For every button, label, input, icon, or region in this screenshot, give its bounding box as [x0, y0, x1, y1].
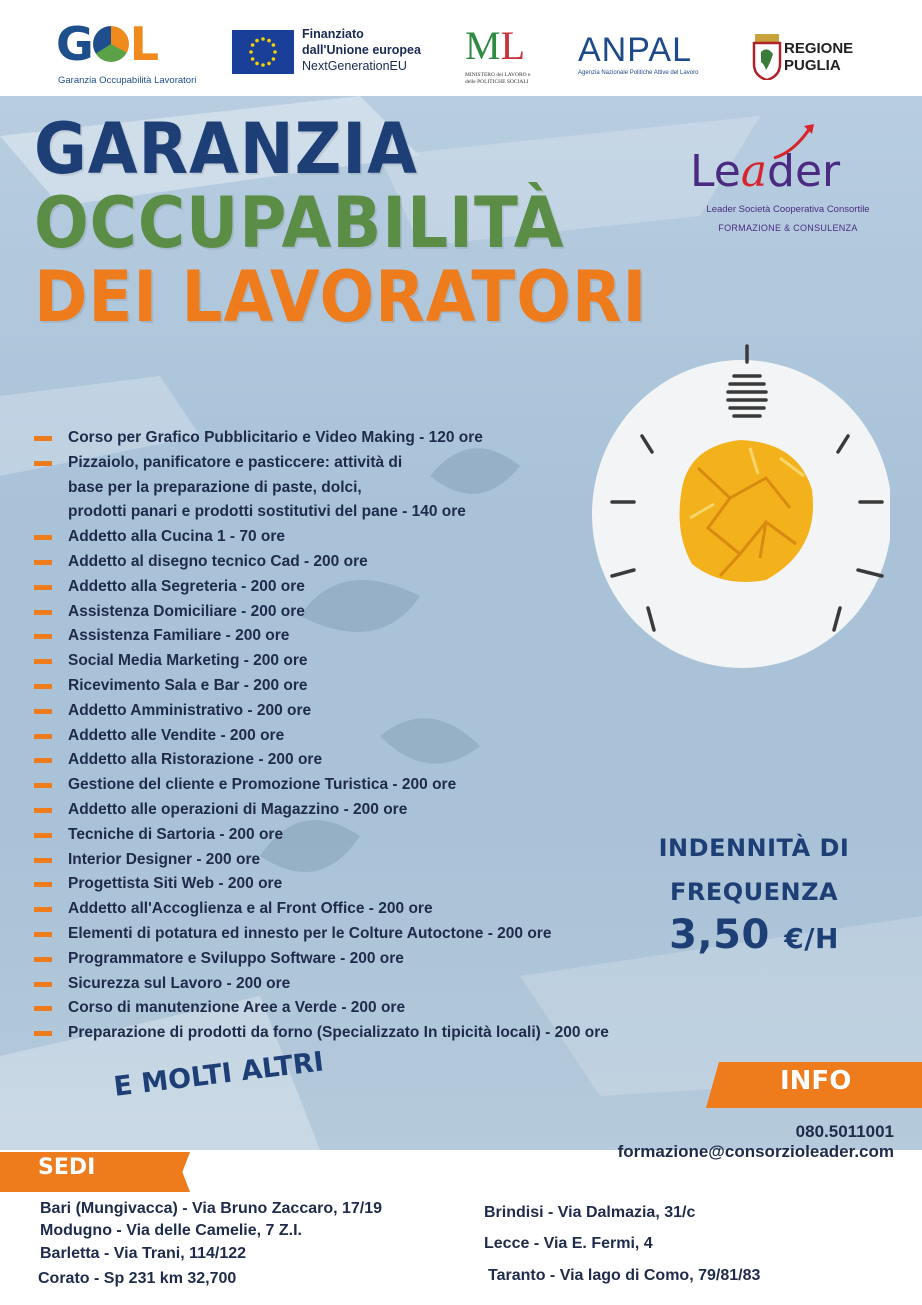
bullet-dash-icon: [34, 858, 52, 863]
course-text: Assistenza Familiare - 200 ore: [68, 627, 290, 645]
bullet-dash-icon: [34, 783, 52, 788]
course-item: [34, 922, 609, 947]
course-text: Addetto alla Ristorazione - 200 ore: [68, 751, 323, 769]
course-item: [34, 600, 609, 625]
course-text: Sicurezza sul Lavoro - 200 ore: [68, 974, 291, 992]
region-line-2: PUGLIA: [784, 57, 841, 74]
bullet-dash-icon: [34, 436, 52, 441]
leader-logo: [690, 128, 900, 238]
course-item: [34, 872, 609, 897]
location-bari: Bari (Mungivacca) - Via Bruno Zaccaro, 17/19: [40, 1200, 383, 1217]
course-item: [34, 724, 609, 749]
bullet-dash-icon: [34, 535, 52, 540]
course-text: Tecniche di Sartoria - 200 ore: [68, 825, 284, 843]
course-item: [34, 699, 609, 724]
headline-line-2: OCCUPABILITÀ: [34, 182, 565, 264]
bullet-dash-icon: [34, 610, 52, 615]
bullet-dash-icon: [34, 1006, 52, 1011]
course-item: [34, 748, 609, 773]
region-line-1: REGIONE: [784, 40, 854, 57]
allowance-amount: [614, 914, 894, 960]
info-label: INFO: [780, 1066, 852, 1096]
bullet-dash-icon: [34, 709, 52, 714]
course-item: [34, 649, 609, 674]
course-item: [34, 798, 609, 823]
anpal-wordmark: ANPAL: [578, 31, 692, 69]
bullet-dash-icon: [34, 1031, 52, 1036]
bullet-dash-icon: [34, 808, 52, 813]
course-text: Progettista Siti Web - 200 ore: [68, 875, 283, 893]
regione-puglia-text: [784, 40, 853, 74]
allowance-line-2: FREQUENZA: [669, 878, 839, 906]
locations-label: SEDI: [38, 1155, 96, 1180]
course-item: [34, 823, 609, 848]
course-text: Elementi di potatura ed innesto per le Colture Autoctone - 200 ore: [68, 924, 552, 942]
course-text: Corso di manutenzione Aree a Verde - 200 ore: [68, 999, 406, 1017]
phone-number[interactable]: 080.5011001: [795, 1122, 894, 1141]
course-text: Addetto Amministrativo - 200 ore: [68, 701, 312, 719]
course-text: Assistenza Domiciliare - 200 ore: [68, 602, 305, 620]
headline-line-1: GARANZIA: [34, 108, 418, 190]
headline: [34, 108, 701, 338]
eu-line-2: dall'Unione europea: [302, 43, 421, 57]
leader-tagline: FORMAZIONE & CONSULENZA: [718, 223, 858, 233]
leader-wordmark: Leader: [690, 146, 841, 197]
bullet-dash-icon: [34, 684, 52, 689]
eu-line-1: Finanziato: [302, 27, 364, 41]
course-text: Programmatore e Sviluppo Software - 200 ore: [68, 949, 404, 967]
bullet-dash-icon: [34, 634, 52, 639]
course-text: Pizzaiolo, panificatore e pasticcere: attività di base per la preparazione di paste, dolci, prodotti panari e prodotti sostitutivi del pane - 140 ore: [68, 453, 466, 521]
crumpled-paper-lightbulb-icon: [590, 318, 890, 708]
course-text: Gestione del cliente e Promozione Turistica - 200 ore: [68, 776, 457, 794]
course-text: Addetto alla Cucina 1 - 70 ore: [68, 528, 286, 546]
location-taranto: Taranto - Via lago di Como, 79/81/83: [488, 1267, 761, 1284]
bullet-dash-icon: [34, 957, 52, 962]
bullet-dash-icon: [34, 734, 52, 739]
course-item: [34, 947, 609, 972]
allowance-value: 3,50: [669, 912, 770, 958]
ministry-logo: [465, 23, 535, 92]
gol-logo-subtitle: Garanzia Occupabilità Lavoratori: [58, 75, 197, 86]
anpal-logo: [578, 32, 718, 82]
leader-arrow-icon: [770, 122, 820, 162]
gol-logo-mark: G L: [56, 17, 158, 71]
anpal-subtitle: Agenzia Nazionale Politiche Attive del Lavoro: [578, 70, 699, 76]
location-lecce: Lecce - Via E. Fermi, 4: [484, 1235, 653, 1252]
course-text: Corso per Grafico Pubblicitario e Video Making - 120 ore: [68, 429, 483, 446]
bullet-dash-icon: [34, 932, 52, 937]
course-text: Addetto alle operazioni di Magazzino - 200 ore: [68, 800, 408, 818]
eu-flag-icon: [232, 30, 294, 74]
and-many-more-text: E MOLTI ALTRI: [112, 1046, 326, 1103]
course-item: [34, 848, 609, 873]
course-list: [34, 426, 609, 1046]
eu-funding-text: [302, 26, 421, 74]
location-modugno: Modugno - Via delle Camelie, 7 Z.I.: [40, 1222, 302, 1239]
bullet-dash-icon: [34, 758, 52, 763]
bullet-dash-icon: [34, 560, 52, 565]
location-brindisi: Brindisi - Via Dalmazia, 31/c: [484, 1204, 696, 1221]
attendance-allowance: [614, 826, 894, 960]
headline-line-3: DEI LAVORATORI: [34, 256, 648, 338]
location-barletta: Barletta - Via Trani, 114/122: [40, 1245, 247, 1262]
course-text: Interior Designer - 200 ore: [68, 850, 261, 868]
bullet-dash-icon: [34, 585, 52, 590]
course-item: [34, 624, 609, 649]
bullet-dash-icon: [34, 461, 52, 466]
course-text: Addetto al disegno tecnico Cad - 200 ore: [68, 552, 368, 570]
course-text: Ricevimento Sala e Bar - 200 ore: [68, 676, 308, 694]
gol-logo: [56, 17, 197, 88]
bullet-dash-icon: [34, 982, 52, 987]
leader-subtitle: Leader Società Cooperativa Consortile: [706, 204, 870, 215]
eu-line-3: NextGenerationEU: [302, 59, 407, 73]
logo-bar: [0, 0, 922, 96]
allowance-line-1: INDENNITÀ DI: [658, 834, 850, 862]
course-item: [34, 426, 609, 451]
course-item: [34, 996, 609, 1021]
email-address[interactable]: formazione@consorzioleader.com: [617, 1142, 894, 1161]
bullet-dash-icon: [34, 833, 52, 838]
course-text: Addetto alle Vendite - 200 ore: [68, 726, 285, 744]
bullet-dash-icon: [34, 882, 52, 887]
course-text: Addetto alla Segreteria - 200 ore: [68, 577, 305, 595]
course-text: Preparazione di prodotti da forno (Specializzato In tipicità locali) - 200 ore: [68, 1024, 609, 1042]
ministry-ml-mark: ML: [465, 23, 526, 68]
ministry-name: MINISTERO del LAVORO e delle POLITICHE SOCIALI: [465, 72, 531, 85]
regione-puglia-shield-icon: [752, 34, 782, 80]
bullet-dash-icon: [34, 907, 52, 912]
allowance-unit: €/H: [784, 922, 839, 955]
course-item: [34, 1021, 609, 1046]
course-item: [34, 773, 609, 798]
bullet-dash-icon: [34, 659, 52, 664]
course-item: [34, 897, 609, 922]
course-item: [34, 550, 609, 575]
course-text: Addetto all'Accoglienza e al Front Office - 200 ore: [68, 900, 433, 918]
course-item: [34, 575, 609, 600]
course-item: [34, 525, 609, 550]
location-corato: Corato - Sp 231 km 32,700: [38, 1270, 237, 1287]
course-item: [34, 972, 609, 997]
course-item: [34, 451, 609, 525]
course-item: [34, 674, 609, 699]
course-text: Social Media Marketing - 200 ore: [68, 652, 308, 670]
